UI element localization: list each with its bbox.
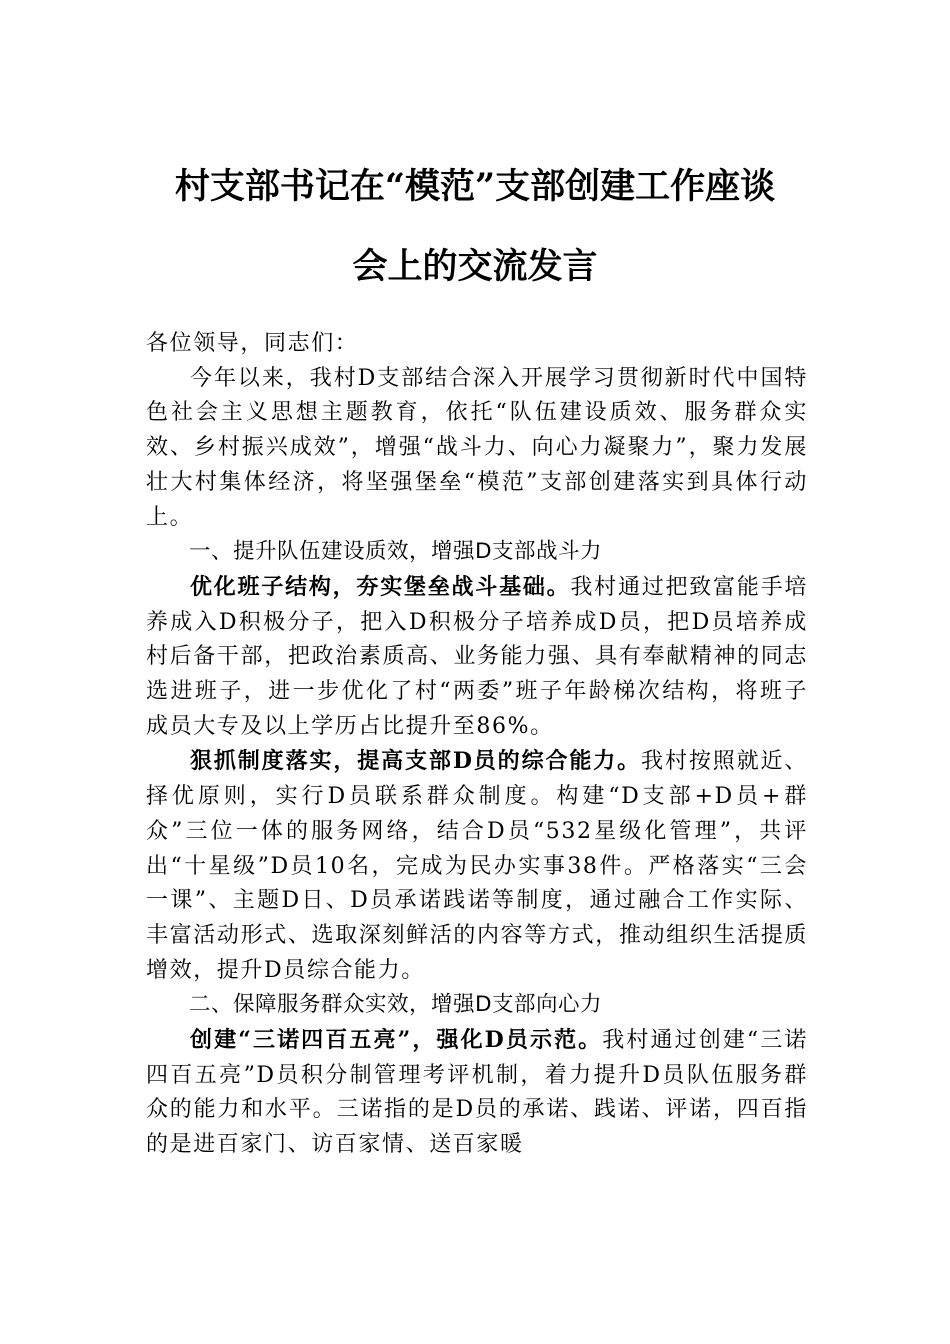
section-heading-1: 一、提升队伍建设质效，增强D支部战斗力 bbox=[189, 539, 603, 565]
paragraph-1 bbox=[146, 570, 808, 745]
paragraph-2-text: 我村按照就近、择优原则，实行D员联系群众制度。构建“D支部+D员+群众”三位一体的服务网络，结合D员“532星级化管理”，共评出“十星级”D员10名，完成为民办实事38件。严格落实“三会一课”、主题D日、D员承诺践诺等制度，通过融合工作实际、丰富活动形式、选取深刻鲜活的内容等方式，推动组织生活提质增效，提升D员综合能力。 bbox=[146, 749, 809, 983]
paragraph-3 bbox=[146, 1023, 808, 1163]
paragraph-1-text: 我村通过把致富能手培养成入D积极分子，把入D积极分子培养成D员，把D员培养成村后备干部，把政治素质高、业务能力强、具有奉献精神的同志选进班子，进一步优化了村“两委”班子年龄梯次结构，将班子成员大专及以上学历占比提升至86%。 bbox=[146, 574, 808, 739]
paragraph-3-lead: 创建“三诺四百五亮”，强化D员示范。 bbox=[190, 1027, 603, 1054]
paragraph-2-lead: 狠抓制度落实，提高支部D员的综合能力。 bbox=[190, 748, 642, 775]
title-line-1: 村支部书记在“模范”支部创建工作座谈 bbox=[174, 166, 776, 207]
paragraph-3-text: 我村通过创建“三诺四百五亮”D员积分制管理考评机制，着力提升D员队伍服务群众的能力和水平。三诺指的是D员的承诺、践诺、评诺，四百指的是进百家门、访百家情、送百家暖 bbox=[146, 1028, 808, 1158]
intro-paragraph: 今年以来，我村D支部结合深入开展学习贯彻新时代中国特色社会主义思想主题教育，依托“队伍建设质效、服务群众实效、乡村振兴成效”，增强“战斗力、向心力凝聚力”，聚力发展壮大村集体经济，将坚强堡垒“模范”支部创建落实到具体行动上。 bbox=[146, 365, 808, 530]
document-body bbox=[146, 327, 808, 1163]
section-heading-2: 二、保障服务群众实效，增强D支部向心力 bbox=[189, 992, 603, 1018]
salutation: 各位领导，同志们： bbox=[146, 331, 359, 356]
document-title bbox=[140, 147, 810, 307]
paragraph-2 bbox=[146, 744, 808, 988]
paragraph-1-lead: 优化班子结构，夯实堡垒战斗基础。 bbox=[190, 573, 571, 600]
title-line-2: 会上的交流发言 bbox=[352, 246, 598, 287]
